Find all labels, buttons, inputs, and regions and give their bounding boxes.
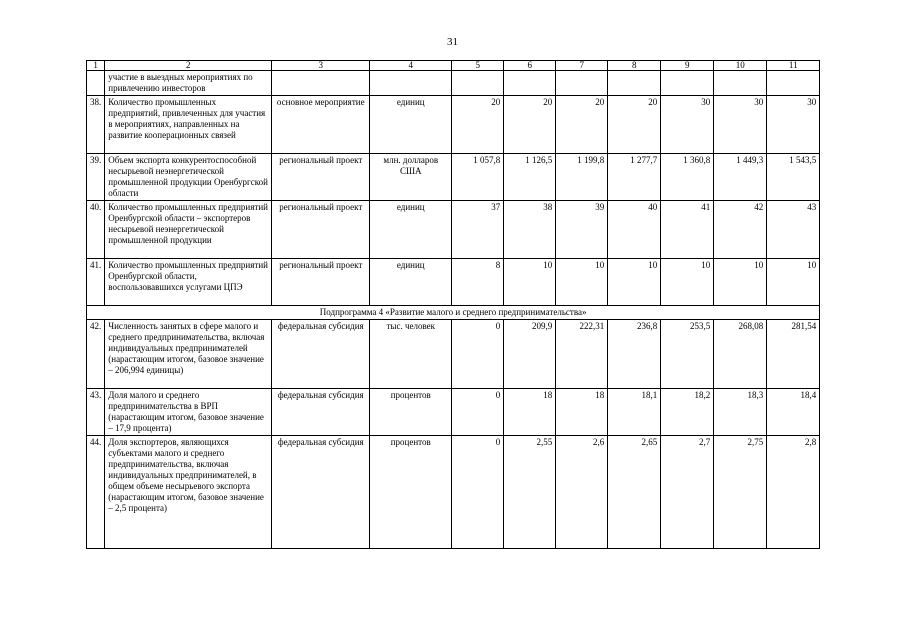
value-cell: 0	[452, 436, 504, 549]
row-number-cell: 42.	[87, 320, 105, 389]
column-number: 6	[504, 61, 556, 71]
indicators-table	[86, 60, 820, 549]
column-number: 10	[714, 61, 767, 71]
row-number-cell: 39.	[87, 154, 105, 201]
table-row	[87, 96, 820, 154]
value-cell: 18,2	[661, 389, 714, 436]
indicator-type-cell: основное мероприятие	[272, 96, 370, 154]
empty-cell	[714, 71, 767, 96]
value-cell: 281,54	[767, 320, 820, 389]
value-cell: 2,6	[556, 436, 608, 549]
indicator-name-cell: Объем экспорта конкурентоспособной несырьевой неэнергетической промышленной продукции Оренбургской области	[105, 154, 272, 201]
unit-cell: процентов	[370, 436, 452, 549]
column-number: 11	[767, 61, 820, 71]
indicator-name-cell: Доля экспортеров, являющихся субъектами малого и среднего предпринимательства, включая индивидуальных предпринимателей, в общем объеме несырьевого экспорта (нарастающим итогом, базовое значение – 2,5 процента)	[105, 436, 272, 549]
value-cell: 30	[661, 96, 714, 154]
value-cell: 1 057,8	[452, 154, 504, 201]
indicator-name-cell: Количество промышленных предприятий Оренбургской области – экспортеров несырьевой неэнергетической промышленной продукции	[105, 201, 272, 259]
value-cell: 10	[767, 259, 820, 306]
value-cell: 18	[556, 389, 608, 436]
value-cell: 20	[504, 96, 556, 154]
unit-cell: тыс. человек	[370, 320, 452, 389]
empty-cell	[556, 71, 608, 96]
table-row	[87, 436, 820, 549]
value-cell: 41	[661, 201, 714, 259]
table-row	[87, 259, 820, 306]
indicator-type-cell: федеральная субсидия	[272, 389, 370, 436]
value-cell: 18,3	[714, 389, 767, 436]
value-cell: 209,9	[504, 320, 556, 389]
value-cell: 10	[714, 259, 767, 306]
unit-cell: процентов	[370, 389, 452, 436]
column-number: 5	[452, 61, 504, 71]
value-cell: 2,7	[661, 436, 714, 549]
indicator-type-cell: федеральная субсидия	[272, 436, 370, 549]
empty-cell	[767, 71, 820, 96]
value-cell: 10	[661, 259, 714, 306]
column-number: 1	[87, 61, 105, 71]
column-number: 8	[608, 61, 661, 71]
subprogram-row	[87, 306, 820, 320]
empty-cell	[661, 71, 714, 96]
value-cell: 2,8	[767, 436, 820, 549]
value-cell: 2,75	[714, 436, 767, 549]
value-cell: 8	[452, 259, 504, 306]
table-row	[87, 389, 820, 436]
column-number: 2	[105, 61, 272, 71]
unit-cell: единиц	[370, 259, 452, 306]
value-cell: 236,8	[608, 320, 661, 389]
unit-cell: единиц	[370, 201, 452, 259]
value-cell: 30	[767, 96, 820, 154]
indicator-type-cell: федеральная субсидия	[272, 320, 370, 389]
indicator-name-cell: Доля малого и среднего предпринимательства в ВРП (нарастающим итогом, базовое значение – 17,9 процента)	[105, 389, 272, 436]
value-cell: 20	[452, 96, 504, 154]
value-cell: 222,31	[556, 320, 608, 389]
value-cell: 1 277,7	[608, 154, 661, 201]
column-number: 7	[556, 61, 608, 71]
column-number: 4	[370, 61, 452, 71]
value-cell: 18,4	[767, 389, 820, 436]
row-number-cell: 43.	[87, 389, 105, 436]
row-number-cell	[87, 71, 105, 96]
value-cell: 2,55	[504, 436, 556, 549]
value-cell: 1 449,3	[714, 154, 767, 201]
value-cell: 39	[556, 201, 608, 259]
empty-cell	[452, 71, 504, 96]
indicator-name-cell: участие в выездных мероприятиях по привлечению инвесторов	[105, 71, 272, 96]
row-number-cell: 41.	[87, 259, 105, 306]
value-cell: 1 360,8	[661, 154, 714, 201]
value-cell: 253,5	[661, 320, 714, 389]
row-number-cell: 40.	[87, 201, 105, 259]
row-number-cell: 44.	[87, 436, 105, 549]
empty-cell	[504, 71, 556, 96]
value-cell: 1 126,5	[504, 154, 556, 201]
table-row	[87, 154, 820, 201]
table-row	[87, 201, 820, 259]
value-cell: 38	[504, 201, 556, 259]
value-cell: 43	[767, 201, 820, 259]
value-cell: 40	[608, 201, 661, 259]
column-number: 9	[661, 61, 714, 71]
value-cell: 30	[714, 96, 767, 154]
indicator-type-cell: региональный проект	[272, 201, 370, 259]
unit-cell: единиц	[370, 96, 452, 154]
value-cell: 37	[452, 201, 504, 259]
value-cell: 2,65	[608, 436, 661, 549]
value-cell: 1 543,5	[767, 154, 820, 201]
value-cell: 0	[452, 389, 504, 436]
empty-cell	[370, 71, 452, 96]
value-cell: 18	[504, 389, 556, 436]
empty-cell	[608, 71, 661, 96]
subprogram-title: Подпрограмма 4 «Развитие малого и среднего предпринимательства»	[87, 306, 820, 320]
value-cell: 20	[556, 96, 608, 154]
page-number: 31	[447, 36, 458, 48]
value-cell: 268,08	[714, 320, 767, 389]
value-cell: 0	[452, 320, 504, 389]
indicator-type-cell: региональный проект	[272, 259, 370, 306]
value-cell: 10	[608, 259, 661, 306]
value-cell: 10	[556, 259, 608, 306]
indicator-name-cell: Количество промышленных предприятий, привлеченных для участия в мероприятиях, направленных на развитие кооперационных связей	[105, 96, 272, 154]
value-cell: 20	[608, 96, 661, 154]
empty-cell	[272, 71, 370, 96]
indicator-name-cell: Количество промышленных предприятий Оренбургской области, воспользовавшихся услугами ЦПЭ	[105, 259, 272, 306]
value-cell: 1 199,8	[556, 154, 608, 201]
table-row	[87, 320, 820, 389]
header-row	[87, 61, 820, 71]
value-cell: 18,1	[608, 389, 661, 436]
value-cell: 42	[714, 201, 767, 259]
column-number: 3	[272, 61, 370, 71]
indicator-type-cell: региональный проект	[272, 154, 370, 201]
row-number-cell: 38.	[87, 96, 105, 154]
indicator-name-cell: Численность занятых в сфере малого и среднего предпринимательства, включая индивидуальных предпринимателей (нарастающим итогом, базовое значение – 206,994 единицы)	[105, 320, 272, 389]
table-row	[87, 71, 820, 96]
unit-cell: млн. долларов США	[370, 154, 452, 201]
value-cell: 10	[504, 259, 556, 306]
